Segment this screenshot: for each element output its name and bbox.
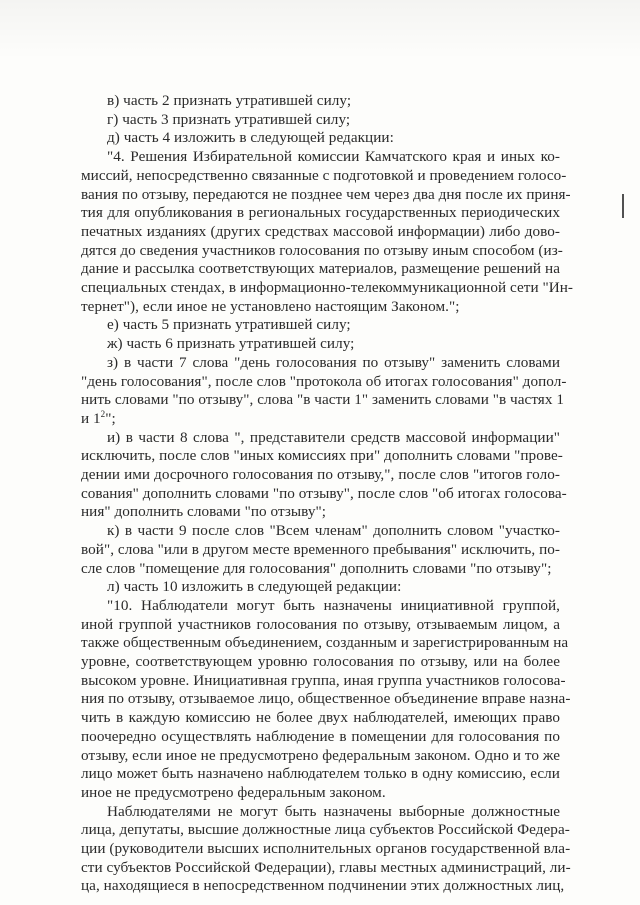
text-line: сле слов "помещение для голосования" дополнить словами "по отзыву"; [81,559,552,577]
text-line: вой", слова "или в другом месте временного пребывания" исключить, по- [81,540,560,558]
text-line: поочередно осуществлять наблюдение в помещении для голосования по [81,727,560,745]
text-line: ния" дополнить словами "по отзыву"; [81,503,326,521]
text-line: в) часть 2 признать утратившей силу; [107,92,352,109]
text-line: печатных изданиях (других средствах массовой информации) либо дово- [81,222,560,240]
text-line: иной группой участников голосования по отзыву, отзываемым лицом, а [81,615,560,633]
text-line: специальных стендах, в информационно-телекоммуникационной сети "Ин- [81,279,574,296]
text-line: "4. Решения Избирательной комиссии Камчатского края и иных ко- [107,148,560,166]
text-line: исключить, после слов "иных комиссиях при" дополнить словами "прове- [81,447,563,465]
text-line: ж) часть 6 признать утратившей силу; [107,335,355,353]
text-line [81,410,560,429]
text-line-part: "; [105,409,116,427]
text-line: лица, депутаты, высшие должностные лица субъектов Российской Федера- [81,821,570,839]
text-line: з) в части 7 слова "день голосования по отзыву" заменить словами [107,353,560,371]
text-line: дание и рассылка соответствующих материалов, размещение решений на [81,260,560,278]
text-line: ца, находящиеся в непосредственном подчинении этих должностных лиц, [81,877,565,895]
text-line: нить словами "по отзыву", слова "в части 1" заменить словами "в частях 1 [81,391,564,409]
text-line: также общественным объединением, созданным и зарегистрированным на [81,634,569,652]
text-line: дении ими досрочного голосования по отзыву,", после слов "итогов голо- [81,466,560,483]
text-line: "день голосования", после слов "протокола об итогах голосования" допол- [81,372,567,390]
text-line: высоком уровне. Инициативная группа, иная группа участников голосова- [81,671,566,689]
text-line: лицо может быть назначено наблюдателем только в одну комиссию, если [81,765,560,783]
text-line: л) часть 10 изложить в следующей редакции: [107,578,402,596]
text-line-part: и 1 [81,409,101,427]
text-line: ния по отзыву, отзываемое лицо, общественное объединение вправе назна- [81,690,571,708]
text-line: "10. Наблюдатели могут быть назначены инициативной группой, [107,596,560,614]
text-line: уровне, соответствующем уровню голосования по отзыву, или на более [81,653,560,670]
text-line: тия для опубликования в региональных государственных периодических [81,204,560,222]
text-line: сования" дополнить словами "по отзыву", после слов "об итогах голосова- [81,484,567,502]
text-line: дятся до сведения участников голосования по отзыву иным способом (из- [81,241,563,259]
text-line: д) часть 4 изложить в следующей редакции: [107,129,394,147]
text-line: г) часть 3 признать утратившей силу; [107,110,351,128]
text-line: сти субъектов Российской Федерации), главы местных администраций, ли- [81,858,571,876]
text-line: чить в каждую комиссию не более двух наблюдателей, имеющих право [81,709,560,727]
text-line: вания по отзыву, передаются не позднее чем через два дня после их приня- [81,185,571,203]
text-line: ции (руководители высших исполнительных органов государственной вла- [81,840,571,857]
text-line: и) в части 8 слова ", представители средств массовой информации" [107,428,560,446]
text-line: иное не предусмотрено федеральным законом. [81,783,386,801]
text-line: Наблюдателями не могут быть назначены выборные должностные [107,802,560,820]
text-line: к) в части 9 после слов "Всем членам" дополнить словом "участко- [107,522,560,540]
text-line: миссий, непосредственно связанные с подготовкой и проведением голосо- [81,166,567,184]
text-line: тернет"), если иное не установлено настоящим Законом."; [81,297,460,315]
text-line: е) часть 5 признать утратившей силу; [107,316,351,334]
superscript: 2 [100,408,106,419]
text-line: отзыву, если иное не предусмотрено федеральным законом. Одно и то же [81,746,560,764]
